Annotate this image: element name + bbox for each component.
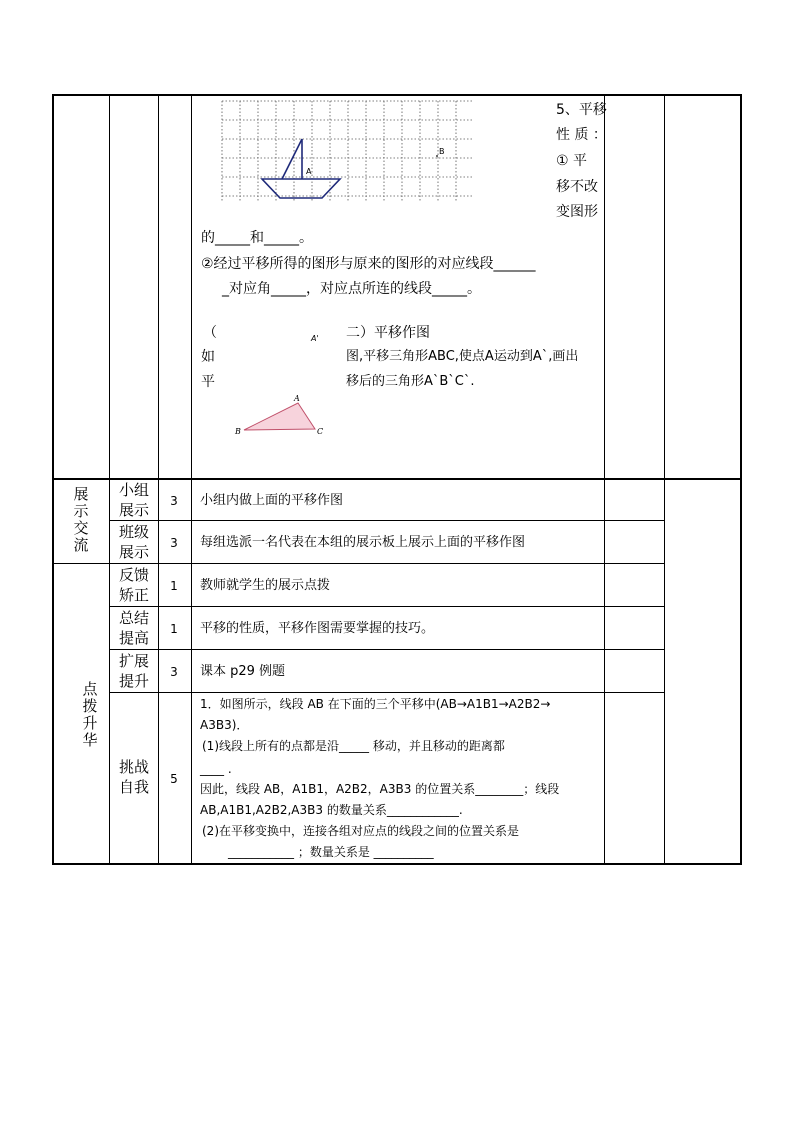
challenge-line: ____ . (200, 762, 232, 776)
section-title: 展示交流 (73, 485, 89, 554)
property-line-1: 的_____和_____。 (201, 230, 313, 246)
boat-shape (262, 139, 340, 198)
row-label: 反馈矫正 (118, 566, 149, 604)
triangle-vertex-b: B (235, 427, 241, 436)
subsection-left-char: 如 (201, 349, 215, 365)
row-minutes: 1 (170, 622, 178, 636)
point-b-label: B (439, 147, 445, 156)
row-divider (109, 649, 664, 650)
grid-boat-diagram (218, 98, 473, 208)
side-note-line: ① 平 (556, 153, 588, 169)
point-a-label: A (306, 167, 312, 176)
triangle-vertex-c: C (317, 427, 324, 436)
subsection-text-line-2: 移后的三角形A`B`C`. (346, 374, 475, 389)
challenge-line: 1．如图所示，线段 AB 在下面的三个平移中(AB→A1B1→A2B2→ (200, 697, 551, 711)
row-minutes: 5 (170, 772, 178, 786)
side-note-line: 变图形 (556, 204, 598, 220)
row-divider-top (52, 478, 742, 480)
dotted-grid (222, 101, 473, 202)
triangle-abc (244, 403, 315, 430)
row-label: 挑战自我 (118, 758, 149, 796)
property-line-3: _对应角_____，对应点所连的线段_____。 (222, 281, 481, 297)
table-bottom-border (52, 863, 742, 865)
row-minutes: 3 (170, 665, 178, 679)
row-divider (109, 606, 664, 607)
row-content: 教师就学生的展示点拨 (200, 578, 331, 593)
row-content: 课本 p29 例题 (200, 664, 286, 679)
triangle-abc-diagram (232, 392, 327, 440)
row-divider (109, 692, 664, 693)
row-divider (109, 520, 664, 521)
section-title: 点拨升华 (82, 680, 98, 749)
challenge-line: 因此，线段 AB，A1B1，A2B2，A3B3 的位置关系________；线段 (200, 782, 560, 796)
row-minutes: 1 (170, 579, 178, 593)
triangle-vertex-a: A (294, 394, 300, 403)
row-divider-section (52, 563, 664, 564)
table-top-border (52, 94, 742, 96)
subsection-text-line-1: 图,平移三角形ABC,使点A运动到A`,画出 (346, 349, 579, 364)
row-content: 平移的性质，平移作图需要掌握的技巧。 (200, 621, 435, 636)
property-line-2: ②经过平移所得的图形与原来的图形的对应线段______ (201, 256, 536, 272)
subsection-paren: （ (203, 325, 217, 341)
row-label: 扩展提升 (118, 652, 149, 690)
row-label: 小组展示 (118, 481, 149, 519)
challenge-line: (2)在平移变换中，连接各组对应点的线段之间的位置关系是 (202, 824, 520, 838)
row-minutes: 3 (170, 536, 178, 550)
challenge-line: ___________ ；数量关系是 __________ (228, 845, 434, 859)
row-label: 班级展示 (118, 523, 149, 561)
row-content: 小组内做上面的平移作图 (200, 493, 344, 508)
challenge-line: A3B3)． (200, 718, 249, 732)
challenge-line: (1)线段上所有的点都是沿_____ 移动，并且移动的距离都 (202, 739, 505, 753)
side-note-line: 5、平移 (556, 102, 607, 118)
a-prime-label: A' (311, 334, 319, 343)
side-note-line: 性 质 ： (556, 127, 607, 143)
row-content: 每组选派一名代表在本组的展示板上展示上面的平移作图 (200, 535, 526, 550)
side-note-line: 移不改 (556, 179, 598, 195)
subsection-title: 二）平移作图 (346, 325, 430, 341)
subsection-left-char: 平 (201, 374, 215, 390)
row-label: 总结提高 (118, 609, 149, 647)
challenge-line: AB,A1B1,A2B2,A3B3 的数量关系____________. (200, 803, 463, 817)
row-minutes: 3 (170, 494, 178, 508)
point-b-dot (436, 155, 438, 157)
